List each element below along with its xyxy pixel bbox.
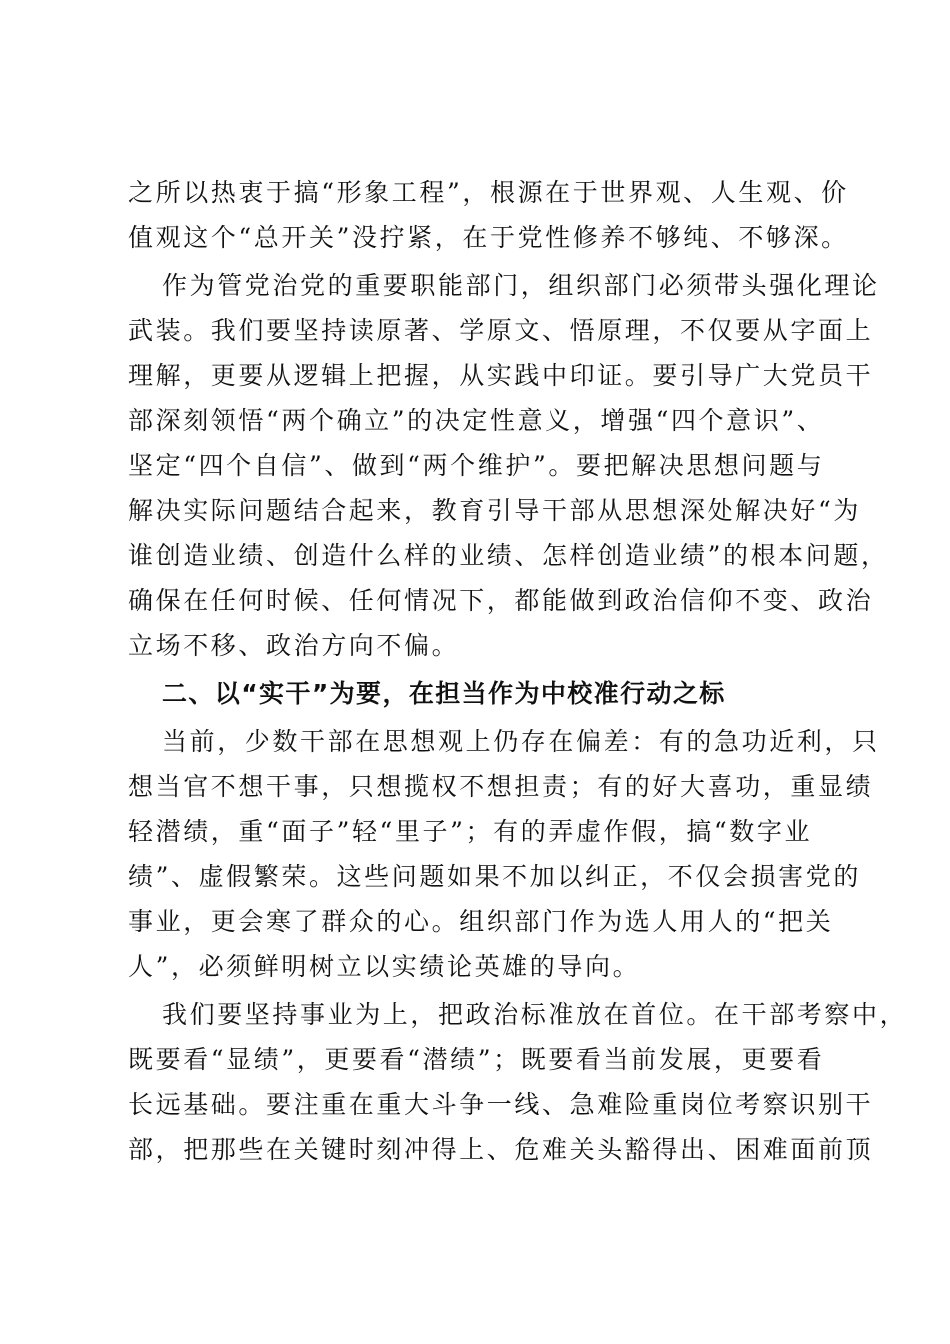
text-line: 坚定“四个自信”、做到“两个维护”。要把解决思想问题与 bbox=[128, 451, 825, 480]
text-line: 部深刻领悟“两个确立”的决定性意义，增强“四个意识”、 bbox=[128, 406, 825, 435]
text-line: 解决实际问题结合起来，教育引导干部从思想深处解决好“为 bbox=[128, 496, 861, 525]
text-line: 想当官不想干事，只想揽权不想担责；有的好大喜功，重显绩 bbox=[128, 772, 874, 801]
text-line: 事业，更会寒了群众的心。组织部门作为选人用人的“把关 bbox=[128, 907, 834, 936]
text-line: 长远基础。要注重在重大斗争一线、急难险重岗位考察识别干 bbox=[128, 1090, 874, 1119]
paragraph-3 bbox=[128, 719, 880, 989]
text-line: 当前，少数干部在思想观上仍存在偏差：有的急功近利，只 bbox=[162, 727, 880, 756]
text-line: 立场不移、政治方向不偏。 bbox=[128, 631, 460, 660]
text-line: 确保在任何时候、任何情况下，都能做到政治信仰不变、政治 bbox=[128, 586, 874, 615]
text-line: 部，把那些在关键时刻冲得上、危难关头豁得出、困难面前顶 bbox=[128, 1135, 874, 1164]
paragraph-1 bbox=[128, 170, 849, 260]
text-line: 理解，更要从逻辑上把握，从实践中印证。要引导广大党员干 bbox=[128, 361, 874, 390]
text-line: 轻潜绩，重“面子”轻“里子”；有的弄虚作假，搞“数字业 bbox=[128, 817, 813, 846]
text-line: 谁创造业绩、创造什么样的业绩、怎样创造业绩”的根本问题， bbox=[128, 541, 889, 570]
text-line: 绩”、虚假繁荣。这些问题如果不加以纠正，不仅会损害党的 bbox=[128, 862, 861, 891]
text-line: 我们要坚持事业为上，把政治标准放在首位。在干部考察中， bbox=[162, 1000, 908, 1029]
paragraph-4 bbox=[128, 992, 908, 1172]
text-line: 作为管党治党的重要职能部门，组织部门必须带头强化理论 bbox=[162, 271, 880, 300]
text-line: 值观这个“总开关”没拧紧，在于党性修养不够纯、不够深。 bbox=[128, 223, 849, 252]
text-line: 武装。我们要坚持读原著、学原文、悟原理，不仅要从字面上 bbox=[128, 316, 874, 345]
text-line: 既要看“显绩”，更要看“潜绩”；既要看当前发展，更要看 bbox=[128, 1045, 825, 1074]
paragraph-2 bbox=[128, 263, 889, 668]
section-heading: 二、以“实干”为要，在担当作为中校准行动之标 bbox=[162, 679, 726, 708]
text-line: 之所以热衷于搞“形象工程”，根源在于世界观、人生观、价 bbox=[128, 178, 849, 207]
document-body bbox=[128, 170, 908, 1172]
text-line: 人”，必须鲜明树立以实绩论英雄的导向。 bbox=[128, 952, 641, 981]
